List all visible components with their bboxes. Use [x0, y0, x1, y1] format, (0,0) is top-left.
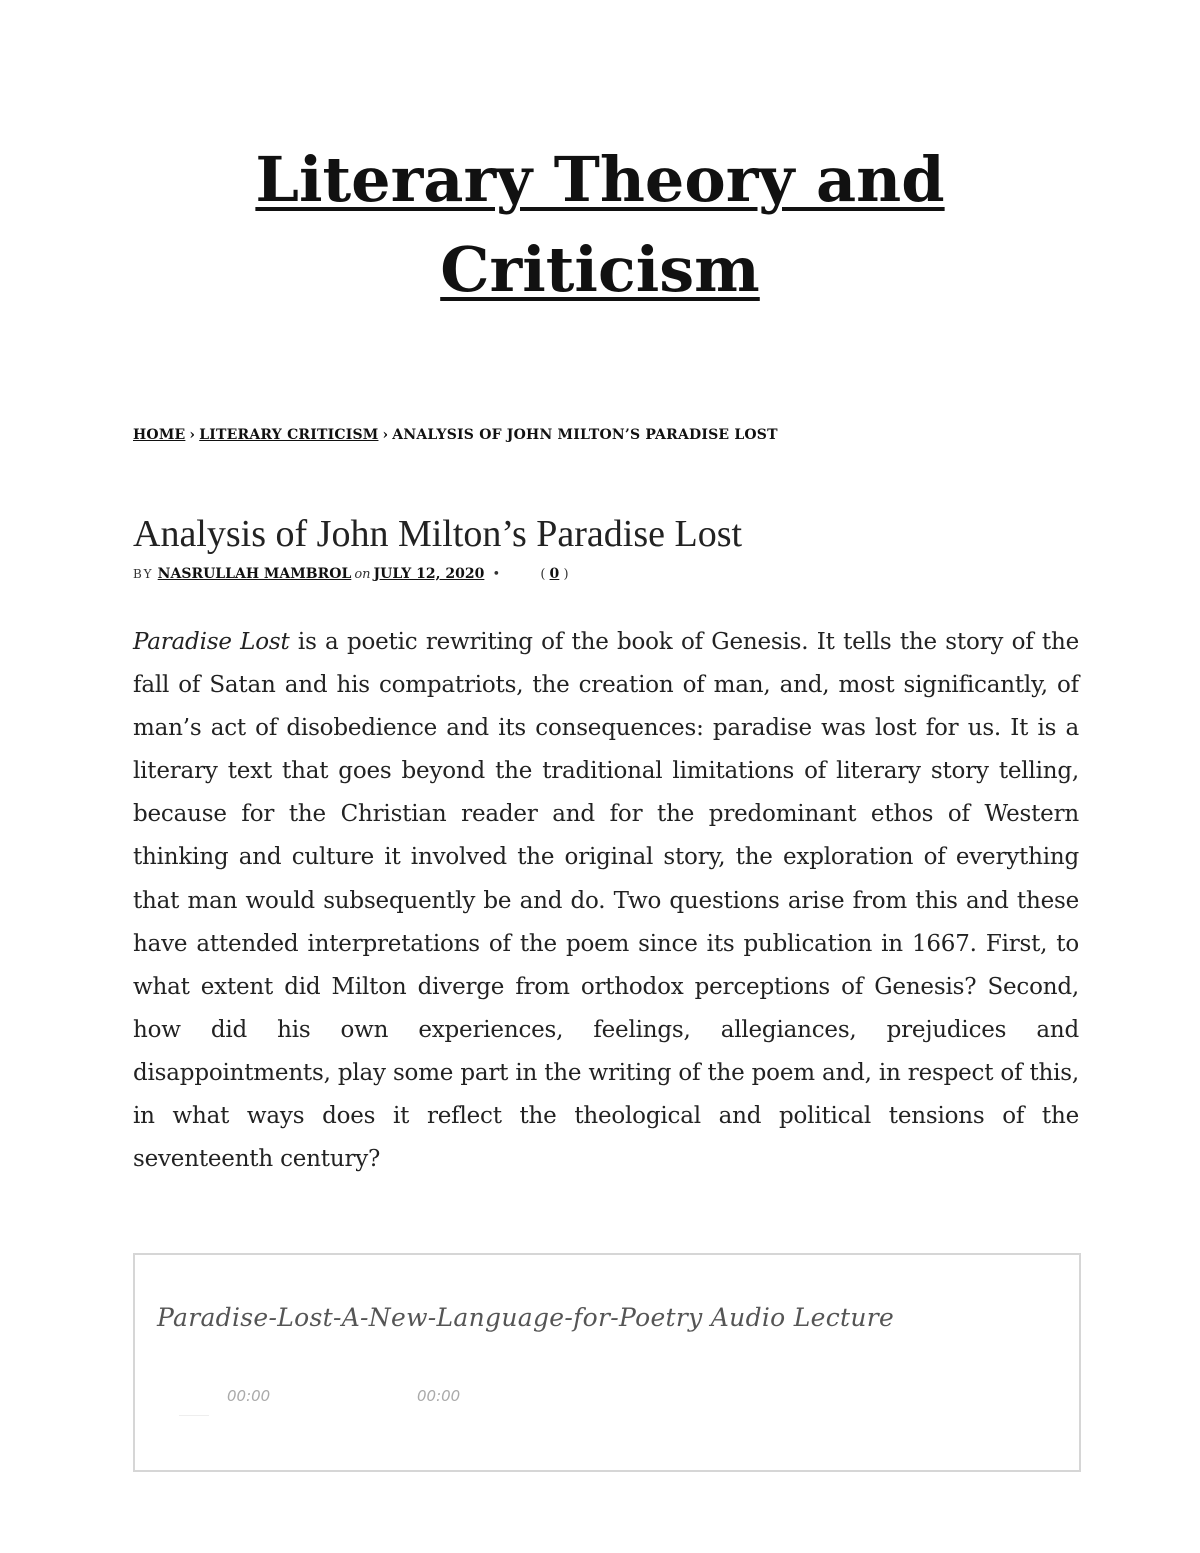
audio-current-time: 00:00 [227, 1387, 271, 1405]
comments-open: ( [540, 567, 546, 582]
audio-title: Paradise-Lost-A-New-Language-for-Poetry Audio Lecture [157, 1303, 895, 1332]
date-link[interactable]: JULY 12, 2020 [373, 566, 485, 582]
breadcrumb-home-link[interactable]: HOME [133, 427, 186, 443]
comments-close: ) [563, 567, 569, 582]
site-title-line2: Criticism [440, 233, 760, 306]
site-title-line1: Literary Theory and [255, 143, 945, 216]
article-text: is a poetic rewriting of the book of Genesis. It tells the story of the fall of Satan and his compatriots, the creation of man, and, most significantly, of man’s act of disobedience and its consequences: paradise was lost for us. It is a literary text that goes beyond the traditional limitations of literary story telling, because for the Christian reader and for the predominant ethos of Western thinking and culture it involved the original story, the exploration of everything that man would subsequently be and do. Two questions arise from this and these have attended interpretations of the poem since its publication in 1667. First, to what extent did Milton diverge from orthodox perceptions of Genesis? Second, how did his own experiences, feelings, allegiances, prejudices and disappointments, play some part in the writing of the poem and, in respect of this, in what ways does it reflect the theological and political tensions of the seventeenth century? [133, 629, 1079, 1173]
article-body [133, 621, 1079, 1181]
site-title-link[interactable] [255, 143, 944, 306]
article-lead-title: Paradise Lost [133, 629, 290, 655]
breadcrumb-separator: › [382, 427, 389, 443]
breadcrumb-separator: › [189, 427, 196, 443]
breadcrumb-current: ANALYSIS OF JOHN MILTON’S PARADISE LOST [392, 427, 778, 443]
meta-dot: • [492, 567, 501, 582]
breadcrumb [133, 427, 778, 443]
play-button[interactable] [179, 1407, 209, 1416]
author-link[interactable]: NASRULLAH MAMBROL [157, 566, 352, 582]
meta-on-label: on [354, 567, 371, 582]
audio-duration: 00:00 [417, 1387, 461, 1405]
meta-by-label: BY [133, 567, 154, 581]
comments-count [540, 567, 568, 582]
post-meta [133, 566, 569, 582]
post-title: Analysis of John Milton’s Paradise Lost [133, 513, 743, 555]
site-title [0, 135, 1200, 315]
breadcrumb-category-link[interactable]: LITERARY CRITICISM [199, 427, 379, 443]
comments-link[interactable]: 0 [549, 566, 560, 582]
audio-player [133, 1253, 1081, 1472]
